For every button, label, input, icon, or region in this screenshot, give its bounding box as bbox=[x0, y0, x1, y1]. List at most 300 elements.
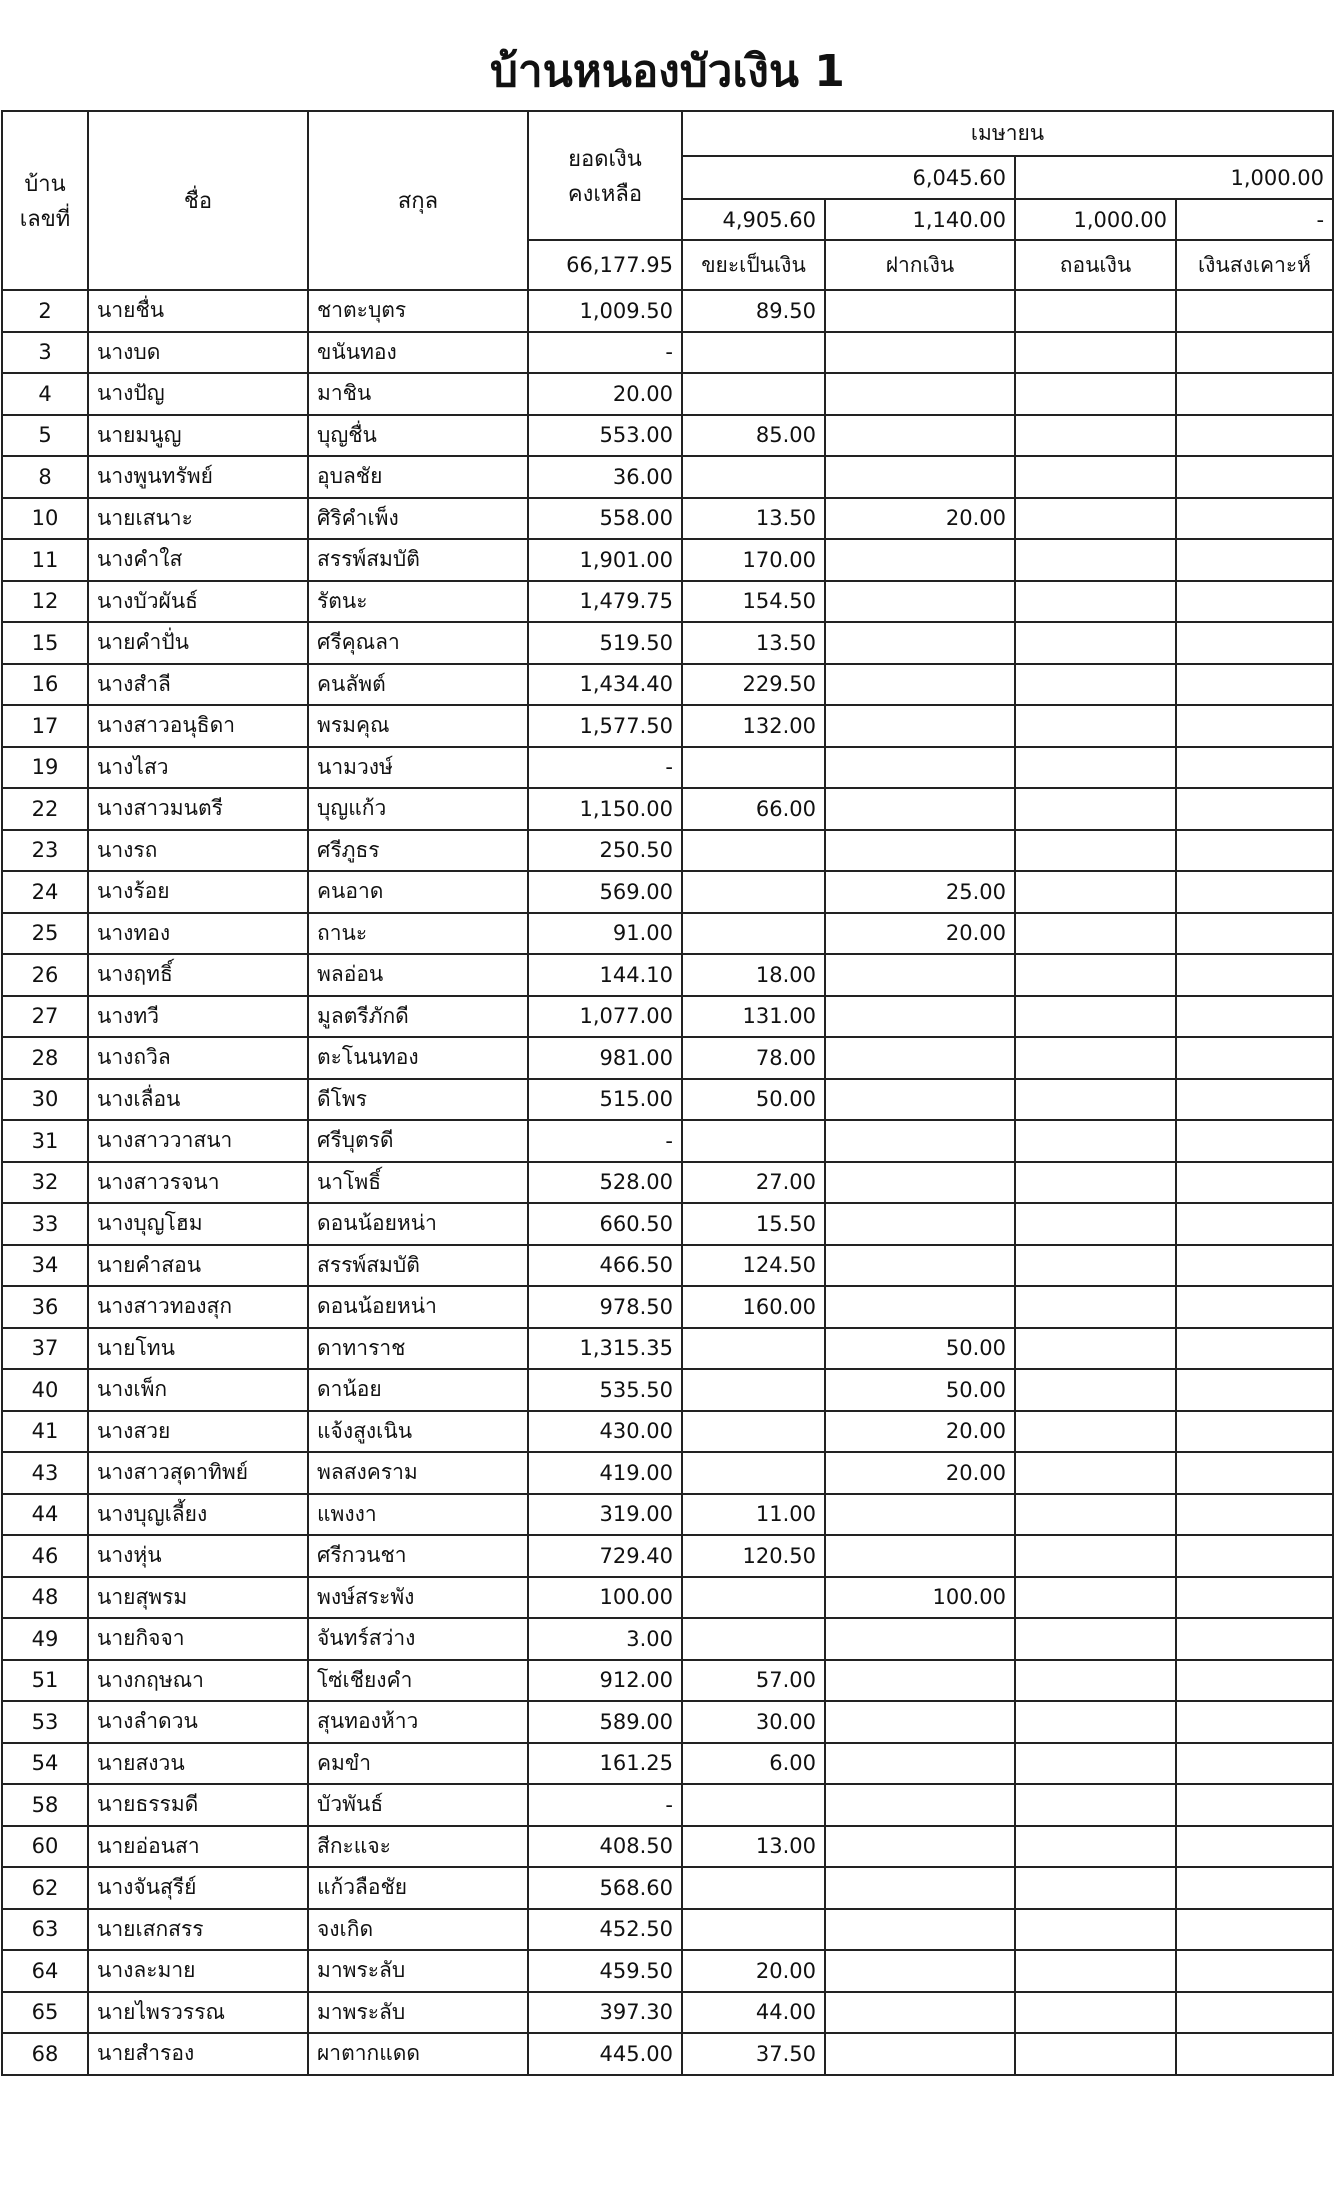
cell-name: นายโทน bbox=[88, 1328, 308, 1370]
cell-withdraw bbox=[1015, 1743, 1176, 1785]
cell-deposit bbox=[825, 1037, 1015, 1079]
cell-withdraw bbox=[1015, 1535, 1176, 1577]
cell-surname: คนอาด bbox=[308, 871, 528, 913]
cell-balance: 528.00 bbox=[528, 1162, 682, 1204]
cell-withdraw bbox=[1015, 1494, 1176, 1536]
cell-deposit bbox=[825, 456, 1015, 498]
table-row bbox=[2, 871, 1333, 913]
cell-waste: 44.00 bbox=[682, 1992, 825, 2034]
table-row bbox=[2, 1411, 1333, 1453]
cell-balance: 912.00 bbox=[528, 1660, 682, 1702]
subtotal-welfare: - bbox=[1176, 199, 1333, 240]
cell-name: นางสาวรจนา bbox=[88, 1162, 308, 1204]
cell-waste bbox=[682, 871, 825, 913]
cell-waste bbox=[682, 1328, 825, 1370]
cell-name: นางสาวสุดาทิพย์ bbox=[88, 1452, 308, 1494]
table-row bbox=[2, 705, 1333, 747]
table-row bbox=[2, 996, 1333, 1038]
table-row bbox=[2, 747, 1333, 789]
header-col-welfare: เงินสงเคาะห์ bbox=[1176, 240, 1333, 290]
cell-deposit bbox=[825, 1867, 1015, 1909]
cell-name: นางปัญ bbox=[88, 373, 308, 415]
cell-house-no: 44 bbox=[2, 1494, 88, 1536]
cell-deposit bbox=[825, 747, 1015, 789]
cell-welfare bbox=[1176, 1743, 1333, 1785]
cell-house-no: 68 bbox=[2, 2033, 88, 2075]
cell-waste: 78.00 bbox=[682, 1037, 825, 1079]
cell-balance: 144.10 bbox=[528, 954, 682, 996]
cell-house-no: 65 bbox=[2, 1992, 88, 2034]
header-surname: สกุล bbox=[308, 111, 528, 290]
cell-waste: 89.50 bbox=[682, 290, 825, 332]
cell-waste: 229.50 bbox=[682, 664, 825, 706]
cell-waste: 66.00 bbox=[682, 788, 825, 830]
cell-balance: 515.00 bbox=[528, 1079, 682, 1121]
table-row bbox=[2, 581, 1333, 623]
cell-withdraw bbox=[1015, 581, 1176, 623]
cell-name: นางสาวทองสุก bbox=[88, 1286, 308, 1328]
subtotal-deposit: 1,140.00 bbox=[825, 199, 1015, 240]
cell-surname: บัวพันธ์ bbox=[308, 1784, 528, 1826]
cell-name: นางสาววาสนา bbox=[88, 1120, 308, 1162]
cell-house-no: 25 bbox=[2, 913, 88, 955]
cell-withdraw bbox=[1015, 498, 1176, 540]
cell-waste: 13.00 bbox=[682, 1826, 825, 1868]
cell-balance: 1,009.50 bbox=[528, 290, 682, 332]
cell-waste: 30.00 bbox=[682, 1701, 825, 1743]
header-balance-label: ยอดเงิน คงเหลือ bbox=[528, 111, 682, 240]
cell-waste bbox=[682, 1867, 825, 1909]
cell-welfare bbox=[1176, 332, 1333, 374]
cell-deposit bbox=[825, 1950, 1015, 1992]
cell-house-no: 19 bbox=[2, 747, 88, 789]
cell-house-no: 16 bbox=[2, 664, 88, 706]
cell-deposit bbox=[825, 1909, 1015, 1951]
cell-deposit bbox=[825, 1701, 1015, 1743]
cell-balance: 91.00 bbox=[528, 913, 682, 955]
table-row bbox=[2, 1535, 1333, 1577]
cell-welfare bbox=[1176, 1079, 1333, 1121]
cell-surname: บุญชื่น bbox=[308, 415, 528, 457]
cell-welfare bbox=[1176, 664, 1333, 706]
cell-welfare bbox=[1176, 373, 1333, 415]
cell-withdraw bbox=[1015, 747, 1176, 789]
cell-surname: มาพระลับ bbox=[308, 1992, 528, 2034]
cell-withdraw bbox=[1015, 1660, 1176, 1702]
cell-name: นางบด bbox=[88, 332, 308, 374]
cell-waste bbox=[682, 1784, 825, 1826]
cell-deposit bbox=[825, 373, 1015, 415]
cell-balance: 100.00 bbox=[528, 1577, 682, 1619]
cell-name: นางถวิล bbox=[88, 1037, 308, 1079]
table-row bbox=[2, 539, 1333, 581]
cell-welfare bbox=[1176, 1286, 1333, 1328]
cell-withdraw bbox=[1015, 373, 1176, 415]
cell-balance: 1,315.35 bbox=[528, 1328, 682, 1370]
cell-welfare bbox=[1176, 747, 1333, 789]
cell-balance: - bbox=[528, 747, 682, 789]
cell-surname: สีกะแจะ bbox=[308, 1826, 528, 1868]
cell-waste: 120.50 bbox=[682, 1535, 825, 1577]
cell-withdraw bbox=[1015, 705, 1176, 747]
cell-surname: สุนทองห้าว bbox=[308, 1701, 528, 1743]
cell-name: นายสำรอง bbox=[88, 2033, 308, 2075]
cell-withdraw bbox=[1015, 332, 1176, 374]
cell-waste: 37.50 bbox=[682, 2033, 825, 2075]
cell-withdraw bbox=[1015, 1037, 1176, 1079]
cell-house-no: 63 bbox=[2, 1909, 88, 1951]
cell-name: นางบุญเลี้ยง bbox=[88, 1494, 308, 1536]
cell-waste bbox=[682, 747, 825, 789]
cell-surname: ศรีบุตรดี bbox=[308, 1120, 528, 1162]
cell-welfare bbox=[1176, 456, 1333, 498]
table-row bbox=[2, 1743, 1333, 1785]
cell-welfare bbox=[1176, 830, 1333, 872]
cell-surname: นาโพธิ์ bbox=[308, 1162, 528, 1204]
cell-waste bbox=[682, 830, 825, 872]
cell-withdraw bbox=[1015, 415, 1176, 457]
cell-waste bbox=[682, 373, 825, 415]
balance-total: 66,177.95 bbox=[528, 240, 682, 290]
cell-waste bbox=[682, 456, 825, 498]
cell-waste: 13.50 bbox=[682, 622, 825, 664]
cell-deposit bbox=[825, 1784, 1015, 1826]
cell-welfare bbox=[1176, 1369, 1333, 1411]
cell-surname: ผาตากแดด bbox=[308, 2033, 528, 2075]
cell-house-no: 60 bbox=[2, 1826, 88, 1868]
table-row bbox=[2, 1328, 1333, 1370]
cell-house-no: 53 bbox=[2, 1701, 88, 1743]
cell-welfare bbox=[1176, 581, 1333, 623]
cell-balance: 558.00 bbox=[528, 498, 682, 540]
cell-house-no: 28 bbox=[2, 1037, 88, 1079]
cell-waste: 57.00 bbox=[682, 1660, 825, 1702]
cell-house-no: 32 bbox=[2, 1162, 88, 1204]
cell-deposit bbox=[825, 1660, 1015, 1702]
cell-waste bbox=[682, 1577, 825, 1619]
cell-house-no: 49 bbox=[2, 1618, 88, 1660]
cell-withdraw bbox=[1015, 1328, 1176, 1370]
cell-welfare bbox=[1176, 1328, 1333, 1370]
cell-welfare bbox=[1176, 1992, 1333, 2034]
cell-deposit bbox=[825, 1535, 1015, 1577]
cell-welfare bbox=[1176, 996, 1333, 1038]
cell-surname: รัตนะ bbox=[308, 581, 528, 623]
cell-balance: 161.25 bbox=[528, 1743, 682, 1785]
cell-welfare bbox=[1176, 622, 1333, 664]
cell-surname: ดาทาราช bbox=[308, 1328, 528, 1370]
cell-welfare bbox=[1176, 954, 1333, 996]
cell-deposit bbox=[825, 332, 1015, 374]
cell-balance: 430.00 bbox=[528, 1411, 682, 1453]
cell-balance: 569.00 bbox=[528, 871, 682, 913]
cell-withdraw bbox=[1015, 1950, 1176, 1992]
cell-name: นางสวย bbox=[88, 1411, 308, 1453]
cell-deposit bbox=[825, 705, 1015, 747]
cell-balance: 36.00 bbox=[528, 456, 682, 498]
cell-house-no: 31 bbox=[2, 1120, 88, 1162]
cell-withdraw bbox=[1015, 1452, 1176, 1494]
cell-name: นายไพรวรรณ bbox=[88, 1992, 308, 2034]
cell-withdraw bbox=[1015, 1120, 1176, 1162]
cell-withdraw bbox=[1015, 1992, 1176, 2034]
cell-name: นางเลื่อน bbox=[88, 1079, 308, 1121]
cell-withdraw bbox=[1015, 1867, 1176, 1909]
cell-deposit bbox=[825, 1826, 1015, 1868]
cell-deposit bbox=[825, 1494, 1015, 1536]
cell-withdraw bbox=[1015, 290, 1176, 332]
table-row bbox=[2, 1079, 1333, 1121]
cell-name: นางจันสุรีย์ bbox=[88, 1867, 308, 1909]
cell-deposit bbox=[825, 1079, 1015, 1121]
cell-surname: แจ้งสูงเนิน bbox=[308, 1411, 528, 1453]
page-title: บ้านหนองบัวเงิน 1 bbox=[490, 46, 845, 97]
cell-deposit bbox=[825, 996, 1015, 1038]
cell-name: นายสงวน bbox=[88, 1743, 308, 1785]
cell-welfare bbox=[1176, 1411, 1333, 1453]
cell-surname: พงษ์สระพัง bbox=[308, 1577, 528, 1619]
cell-name: นายธรรมดี bbox=[88, 1784, 308, 1826]
cell-waste: 154.50 bbox=[682, 581, 825, 623]
table-row bbox=[2, 913, 1333, 955]
table-row bbox=[2, 498, 1333, 540]
cell-withdraw bbox=[1015, 539, 1176, 581]
cell-deposit: 50.00 bbox=[825, 1369, 1015, 1411]
table-row bbox=[2, 1992, 1333, 2034]
cell-withdraw bbox=[1015, 1826, 1176, 1868]
cell-name: นางลำดวน bbox=[88, 1701, 308, 1743]
cell-withdraw bbox=[1015, 2033, 1176, 2075]
cell-name: นายสุพรม bbox=[88, 1577, 308, 1619]
table-row bbox=[2, 1577, 1333, 1619]
cell-surname: คมขำ bbox=[308, 1743, 528, 1785]
cell-withdraw bbox=[1015, 1701, 1176, 1743]
cell-deposit bbox=[825, 581, 1015, 623]
table-row bbox=[2, 830, 1333, 872]
table-row bbox=[2, 1162, 1333, 1204]
cell-house-no: 5 bbox=[2, 415, 88, 457]
cell-welfare bbox=[1176, 1494, 1333, 1536]
cell-waste: 132.00 bbox=[682, 705, 825, 747]
cell-deposit bbox=[825, 2033, 1015, 2075]
cell-welfare bbox=[1176, 788, 1333, 830]
cell-deposit: 20.00 bbox=[825, 498, 1015, 540]
cell-name: นางคำใส bbox=[88, 539, 308, 581]
cell-waste: 15.50 bbox=[682, 1203, 825, 1245]
cell-waste: 13.50 bbox=[682, 498, 825, 540]
cell-welfare bbox=[1176, 1120, 1333, 1162]
cell-waste bbox=[682, 1618, 825, 1660]
cell-withdraw bbox=[1015, 1909, 1176, 1951]
cell-house-no: 62 bbox=[2, 1867, 88, 1909]
cell-withdraw bbox=[1015, 1577, 1176, 1619]
header-house-no: บ้าน เลขที่ bbox=[2, 111, 88, 290]
cell-house-no: 26 bbox=[2, 954, 88, 996]
header-month: เมษายน bbox=[682, 111, 1333, 156]
cell-withdraw bbox=[1015, 622, 1176, 664]
cell-withdraw bbox=[1015, 1079, 1176, 1121]
table-row bbox=[2, 415, 1333, 457]
cell-name: นายคำสอน bbox=[88, 1245, 308, 1287]
table-row bbox=[2, 2033, 1333, 2075]
cell-house-no: 15 bbox=[2, 622, 88, 664]
table-row bbox=[2, 332, 1333, 374]
cell-waste bbox=[682, 1909, 825, 1951]
cell-balance: 568.60 bbox=[528, 1867, 682, 1909]
cell-balance: - bbox=[528, 1784, 682, 1826]
cell-house-no: 30 bbox=[2, 1079, 88, 1121]
cell-balance: 1,434.40 bbox=[528, 664, 682, 706]
cell-welfare bbox=[1176, 705, 1333, 747]
cell-balance: 519.50 bbox=[528, 622, 682, 664]
cell-welfare bbox=[1176, 1452, 1333, 1494]
cell-name: นางสำลี bbox=[88, 664, 308, 706]
cell-waste: 6.00 bbox=[682, 1743, 825, 1785]
cell-waste bbox=[682, 1452, 825, 1494]
cell-house-no: 41 bbox=[2, 1411, 88, 1453]
cell-welfare bbox=[1176, 1701, 1333, 1743]
cell-deposit bbox=[825, 1286, 1015, 1328]
cell-waste bbox=[682, 1120, 825, 1162]
cell-welfare bbox=[1176, 1162, 1333, 1204]
cell-withdraw bbox=[1015, 1162, 1176, 1204]
cell-surname: แพงงา bbox=[308, 1494, 528, 1536]
cell-welfare bbox=[1176, 1660, 1333, 1702]
cell-welfare bbox=[1176, 1826, 1333, 1868]
cell-surname: ดาน้อย bbox=[308, 1369, 528, 1411]
cell-balance: 1,479.75 bbox=[528, 581, 682, 623]
cell-welfare bbox=[1176, 498, 1333, 540]
cell-waste bbox=[682, 913, 825, 955]
cell-deposit: 20.00 bbox=[825, 913, 1015, 955]
cell-surname: มาชิน bbox=[308, 373, 528, 415]
table-row bbox=[2, 1618, 1333, 1660]
month-total-2: 1,000.00 bbox=[1015, 156, 1333, 199]
cell-waste: 85.00 bbox=[682, 415, 825, 457]
table-row bbox=[2, 1369, 1333, 1411]
cell-deposit bbox=[825, 1162, 1015, 1204]
header-col-deposit: ฝากเงิน bbox=[825, 240, 1015, 290]
cell-deposit bbox=[825, 539, 1015, 581]
cell-name: นางกฤษณา bbox=[88, 1660, 308, 1702]
cell-withdraw bbox=[1015, 1245, 1176, 1287]
cell-surname: สรรพ์สมบัติ bbox=[308, 539, 528, 581]
cell-house-no: 11 bbox=[2, 539, 88, 581]
cell-name: นางฤทธิ์ bbox=[88, 954, 308, 996]
cell-surname: ศิริคำเพ็ง bbox=[308, 498, 528, 540]
cell-withdraw bbox=[1015, 788, 1176, 830]
cell-deposit: 50.00 bbox=[825, 1328, 1015, 1370]
table-row bbox=[2, 456, 1333, 498]
table-row bbox=[2, 1494, 1333, 1536]
cell-name: นางไสว bbox=[88, 747, 308, 789]
cell-welfare bbox=[1176, 1535, 1333, 1577]
cell-balance: 397.30 bbox=[528, 1992, 682, 2034]
cell-withdraw bbox=[1015, 871, 1176, 913]
cell-deposit: 20.00 bbox=[825, 1411, 1015, 1453]
cell-house-no: 37 bbox=[2, 1328, 88, 1370]
cell-waste: 131.00 bbox=[682, 996, 825, 1038]
cell-deposit bbox=[825, 1743, 1015, 1785]
subtotal-withdraw: 1,000.00 bbox=[1015, 199, 1176, 240]
cell-balance: 1,901.00 bbox=[528, 539, 682, 581]
cell-deposit bbox=[825, 415, 1015, 457]
header-col-withdraw: ถอนเงิน bbox=[1015, 240, 1176, 290]
cell-welfare bbox=[1176, 1577, 1333, 1619]
cell-deposit bbox=[825, 622, 1015, 664]
cell-balance: 419.00 bbox=[528, 1452, 682, 1494]
cell-withdraw bbox=[1015, 996, 1176, 1038]
cell-name: นางบุญโฮม bbox=[88, 1203, 308, 1245]
cell-welfare bbox=[1176, 539, 1333, 581]
cell-balance: 660.50 bbox=[528, 1203, 682, 1245]
table-row bbox=[2, 788, 1333, 830]
cell-name: นางสาวอนุธิดา bbox=[88, 705, 308, 747]
table-row bbox=[2, 1950, 1333, 1992]
cell-house-no: 2 bbox=[2, 290, 88, 332]
cell-withdraw bbox=[1015, 1784, 1176, 1826]
cell-withdraw bbox=[1015, 1286, 1176, 1328]
cell-welfare bbox=[1176, 1037, 1333, 1079]
cell-waste: 124.50 bbox=[682, 1245, 825, 1287]
subtotal-waste: 4,905.60 bbox=[682, 199, 825, 240]
cell-surname: ถานะ bbox=[308, 913, 528, 955]
cell-name: นายคำปั่น bbox=[88, 622, 308, 664]
cell-surname: ศรีกวนชา bbox=[308, 1535, 528, 1577]
ledger-table bbox=[1, 110, 1334, 2076]
cell-house-no: 33 bbox=[2, 1203, 88, 1245]
cell-name: นางหุ่น bbox=[88, 1535, 308, 1577]
cell-name: นางเพ็ก bbox=[88, 1369, 308, 1411]
table-row bbox=[2, 1120, 1333, 1162]
cell-balance: 20.00 bbox=[528, 373, 682, 415]
cell-welfare bbox=[1176, 1909, 1333, 1951]
table-row bbox=[2, 1826, 1333, 1868]
table-row bbox=[2, 1867, 1333, 1909]
cell-balance: 466.50 bbox=[528, 1245, 682, 1287]
cell-surname: ศรีภูธร bbox=[308, 830, 528, 872]
cell-surname: อุบลชัย bbox=[308, 456, 528, 498]
cell-surname: มาพระลับ bbox=[308, 1950, 528, 1992]
cell-withdraw bbox=[1015, 1618, 1176, 1660]
cell-balance: 553.00 bbox=[528, 415, 682, 457]
cell-balance: 459.50 bbox=[528, 1950, 682, 1992]
cell-deposit bbox=[825, 788, 1015, 830]
cell-welfare bbox=[1176, 2033, 1333, 2075]
cell-name: นางทอง bbox=[88, 913, 308, 955]
cell-house-no: 48 bbox=[2, 1577, 88, 1619]
cell-withdraw bbox=[1015, 1369, 1176, 1411]
cell-surname: พลสงคราม bbox=[308, 1452, 528, 1494]
cell-surname: ดอนน้อยหน่า bbox=[308, 1286, 528, 1328]
cell-house-no: 40 bbox=[2, 1369, 88, 1411]
table-row bbox=[2, 954, 1333, 996]
table-row bbox=[2, 1037, 1333, 1079]
cell-waste: 160.00 bbox=[682, 1286, 825, 1328]
cell-deposit: 25.00 bbox=[825, 871, 1015, 913]
cell-name: นายกิจจา bbox=[88, 1618, 308, 1660]
cell-surname: ขนันทอง bbox=[308, 332, 528, 374]
cell-house-no: 54 bbox=[2, 1743, 88, 1785]
cell-withdraw bbox=[1015, 1203, 1176, 1245]
cell-balance: 452.50 bbox=[528, 1909, 682, 1951]
cell-name: นายมนูญ bbox=[88, 415, 308, 457]
table-row bbox=[2, 1660, 1333, 1702]
cell-balance: 729.40 bbox=[528, 1535, 682, 1577]
month-total-1: 6,045.60 bbox=[682, 156, 1015, 199]
cell-name: นายเสกสรร bbox=[88, 1909, 308, 1951]
cell-balance: 589.00 bbox=[528, 1701, 682, 1743]
